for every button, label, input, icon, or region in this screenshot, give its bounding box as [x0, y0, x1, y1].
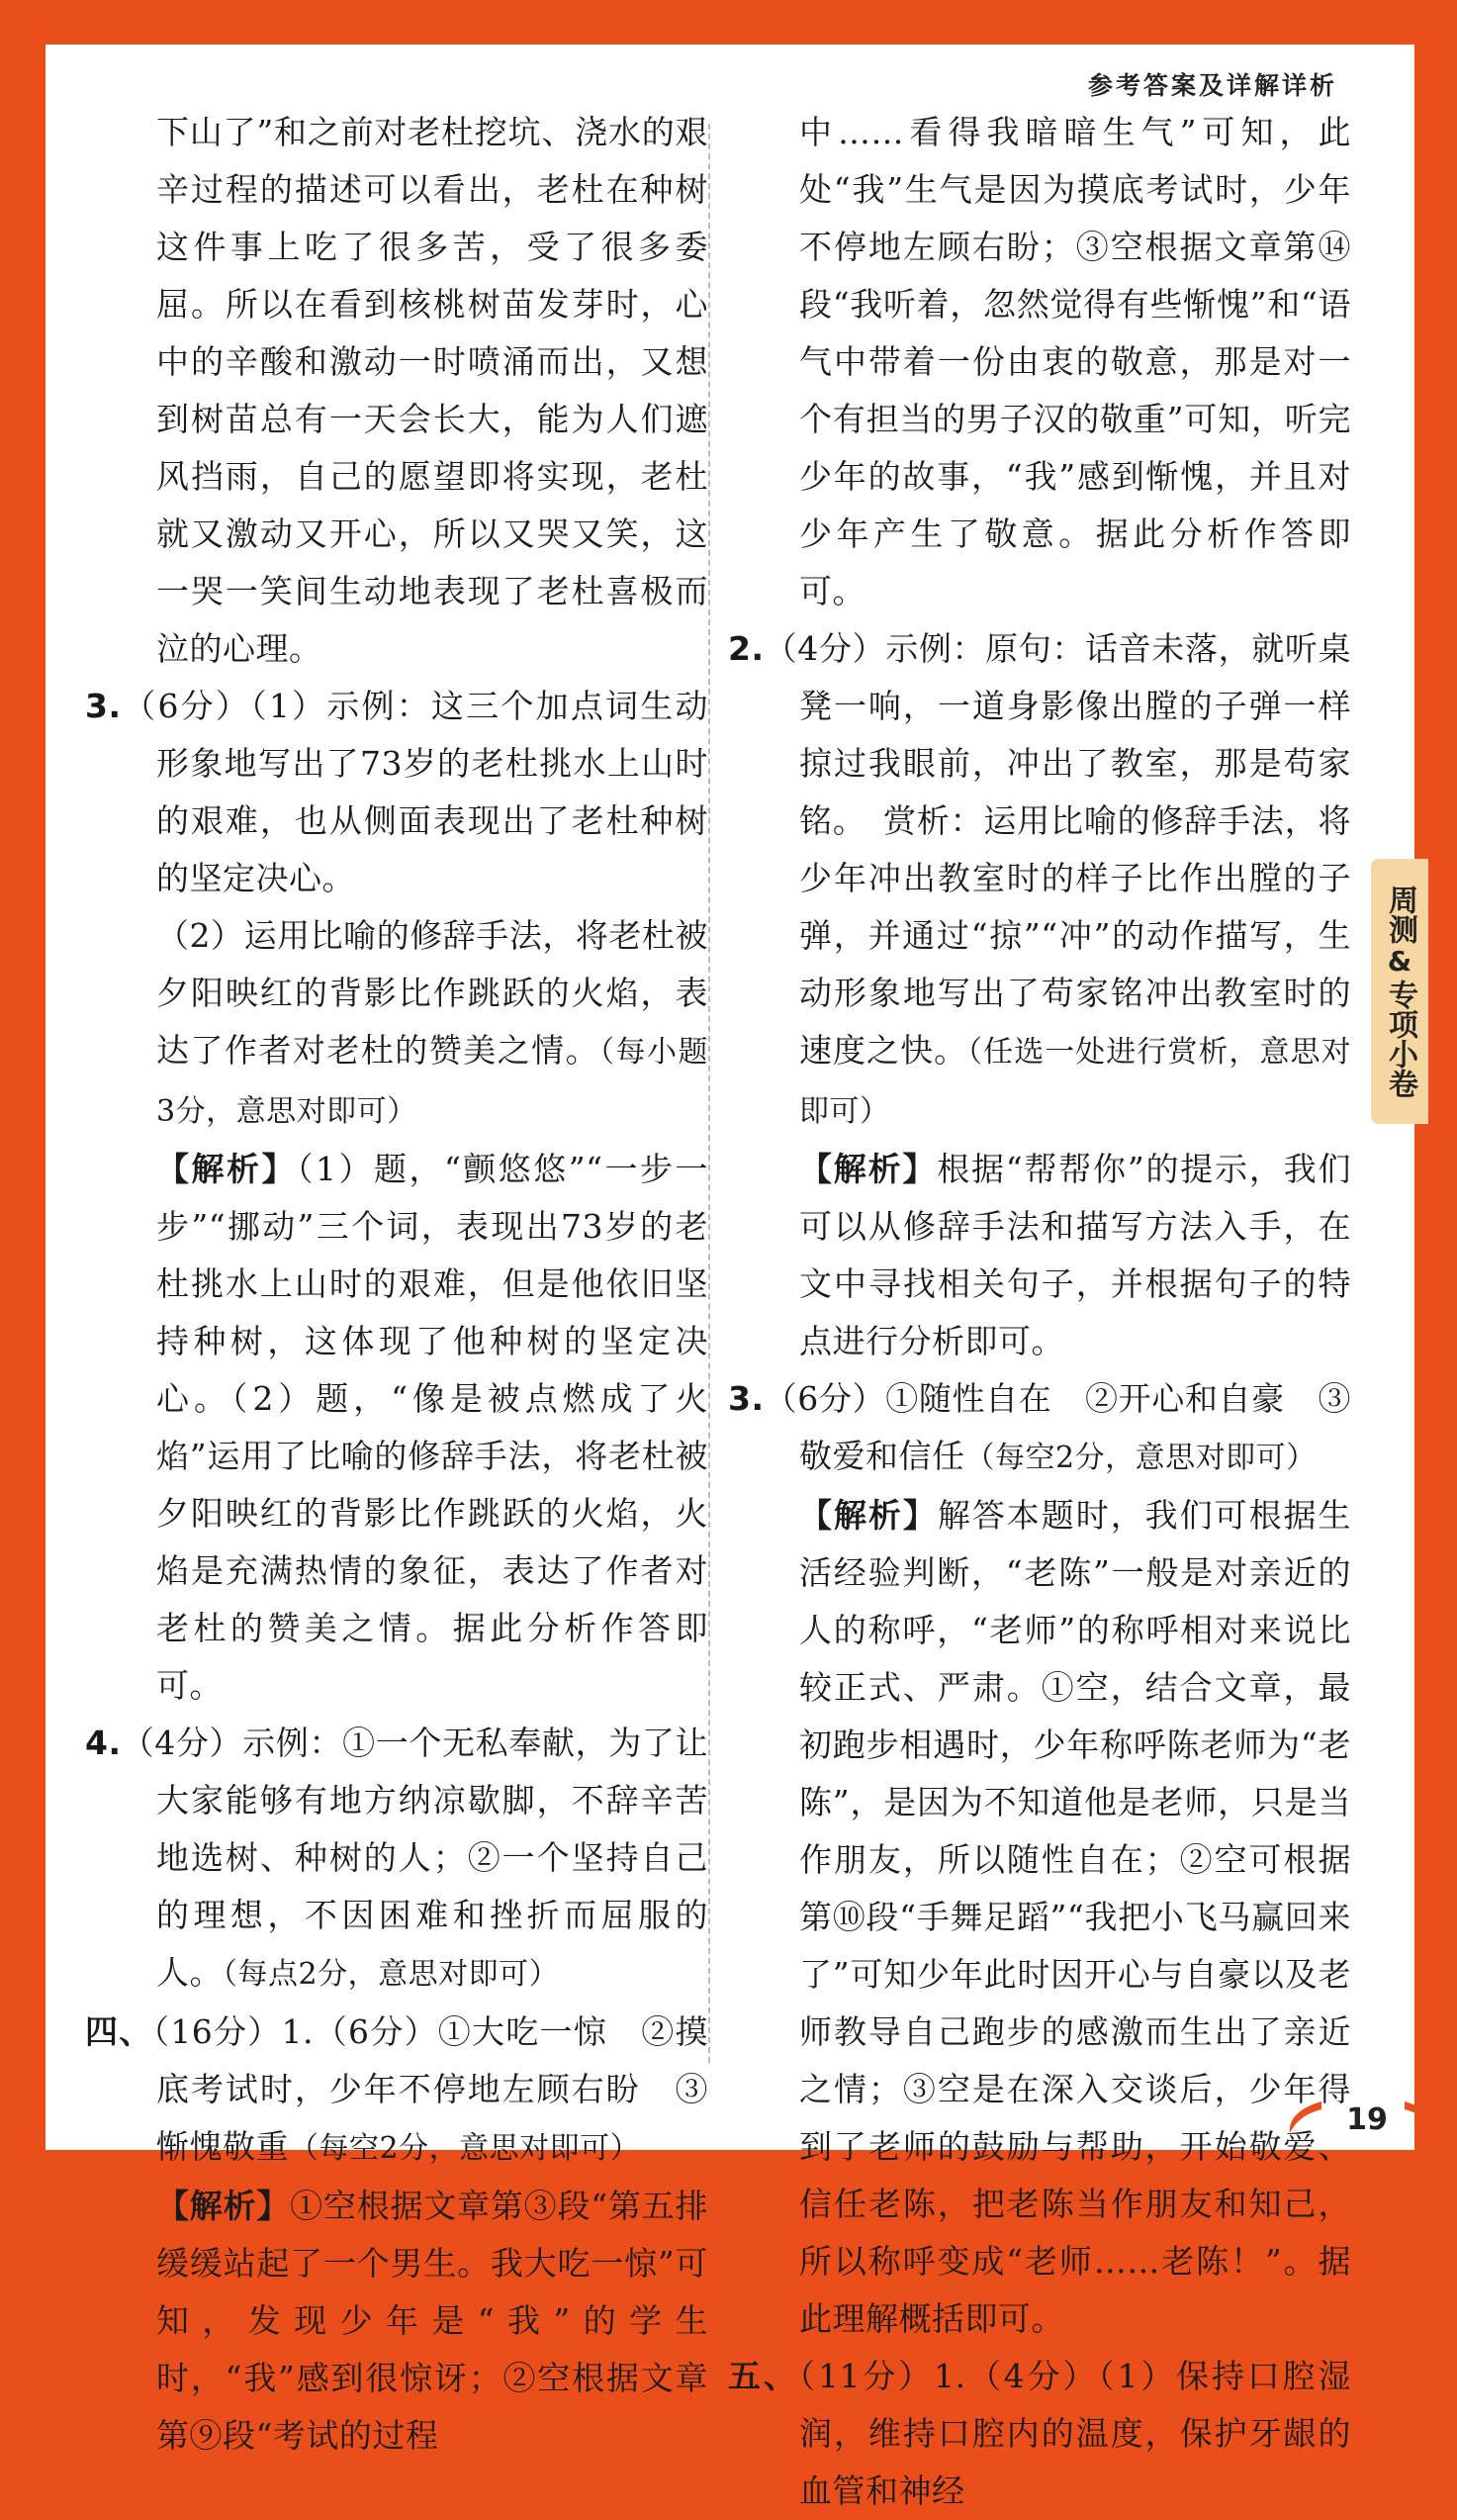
analysis-paragraph: 【解析】解答本题时，我们可根据生活经验判断，“老陈”一般是对亲近的人的称呼，“老师”的称呼相对来说比较正式、严肃。①空，结合文章，最初跑步相遇时，少年称呼陈老师为“老陈”，是因为不知道他是老师，只是当作朋友，所以随性自在；②空可根据第⑩段“手舞足蹈”“我把小飞马赢回来了”可知少年此时因开心与自豪以及老师教导自己跑步的感激而生出了亲近之情；③空是在深入交谈后，少年得到了老师的鼓励与帮助，开始敬爱、信任老陈，把老陈当作朋友和知己，所以称呼变成“老师……老陈！”。据此理解概括即可。: [799, 1496, 1352, 2338]
analysis-paragraph: 【解析】①空根据文章第③段“第五排缓缓站起了一个男生。我大吃一惊”可知，发现少年是“我”的学生时，“我”感到很惊讶；②空根据文章第⑨段“考试的过程: [156, 2187, 708, 2455]
item-number: 3.: [728, 1379, 765, 1418]
analysis-tag: 【解析】: [799, 1496, 938, 1535]
answer-item-3: 3.（6分）（1）示例：这三个加点词生动形象地写出了73岁的老杜挑水上山时的艰难，也从侧面表现出了老杜种树的坚定决心。: [85, 687, 708, 897]
column-divider: [708, 124, 710, 2063]
page-number: 19: [1346, 2101, 1388, 2137]
answer-page: [46, 45, 1414, 2510]
scoring-note: （任选一处进行赏析，意思对即可）: [799, 1035, 1352, 1129]
answer-paragraph: （2）运用比喻的修辞手法，将老杜被夕阳映红的背影比作跳跃的火焰，表达了作者对老杜的赞美之情。（每小题3分，意思对即可）: [156, 916, 708, 1129]
scoring-note: （每空2分，意思对即可）: [289, 2131, 641, 2166]
item-number: 2.: [728, 629, 765, 668]
side-tab-amp: &: [1387, 945, 1412, 978]
item-number: 4.: [85, 1724, 122, 1762]
page-number-box: [1327, 2095, 1407, 2144]
answer-paragraph: 中……看得我暗暗生气”可知，此处“我”生气是因为摸底考试时，少年不停地左顾右盼；③空根据文章第⑭段“我听着，忽然觉得有些惭愧”和“语气中带着一份由衷的敬意，那是对一个有担当的男子汉的敬重”可知，听完少年的故事，“我”感到惭愧，并且对少年产生了敬意。据此分析作答即可。: [799, 113, 1351, 610]
scoring-note: （每小题3分，意思对即可）: [156, 1035, 708, 1129]
answer-item-3: 3.（6分）①随性自在 ②开心和自豪 ③敬爱和信任（每空2分，意思对即可）: [728, 1379, 1351, 1475]
section-number: 四、: [85, 2012, 153, 2051]
side-tab-line2: 专项小卷: [1383, 980, 1417, 1098]
section-four: 四、（16分）1.（6分）①大吃一惊 ②摸底考试时，少年不停地左顾右盼 ③惭愧敬重（每空2分，意思对即可）: [85, 2012, 709, 2166]
analysis-paragraph: 【解析】（1）题，“颤悠悠”“一步一步”“挪动”三个词，表现出73岁的老杜挑水上山时的艰难，但是他依旧坚持种树，这体现了他种树的坚定决心。（2）题，“像是被点燃成了火焰”运用了比喻的修辞手法，将老杜被夕阳映红的背影比作跳跃的火焰，火焰是充满热情的象征，表达了作者对老杜的赞美之情。据此分析作答即可。: [156, 1150, 709, 1705]
section-number: 五、: [728, 2357, 799, 2395]
side-tab-line1: 周测: [1383, 885, 1417, 944]
analysis-tag: 【解析】: [156, 1150, 297, 1188]
analysis-tag: 【解析】: [156, 2187, 291, 2225]
side-tab: [1371, 859, 1428, 1124]
answer-item-4: 4.（4分）示例：①一个无私奉献，为了让大家能够有地方纳凉歇脚，不辞辛苦地选树、种树的人；②一个坚持自己的理想，不因困难和挫折而屈服的人。（每点2分，意思对即可）: [85, 1724, 708, 1992]
scoring-note: （每空2分，意思对即可）: [964, 1441, 1317, 1475]
answer-item-2: 2.（4分）示例：原句：话音未落，就听桌凳一响，一道身影像出膛的子弹一样掠过我眼前，冲出了教室，那是苟家铭。 赏析：运用比喻的修辞手法，将少年冲出教室时的样子比作出膛的子弹，并通过“掠”“冲”的动作描写，生动形象地写出了苟家铭冲出教室时的速度之快。（任选一处进行赏析，意思对即可）: [728, 629, 1352, 1129]
right-column: [728, 104, 1351, 2520]
left-column: [85, 104, 708, 2465]
header-title: 参考答案及详解详析: [1087, 71, 1337, 100]
answer-paragraph: 下山了”和之前对老杜挖坑、浇水的艰辛过程的描述可以看出，老杜在种树这件事上吃了很多苦，受了很多委屈。所以在看到核桃树苗发芽时，心中的辛酸和激动一时喷涌而出，又想到树苗总有一天会长大，能为人们遮风挡雨，自己的愿望即将实现，老杜就又激动又开心，所以又哭又笑，这一哭一笑间生动地表现了老杜喜极而泣的心理。: [156, 113, 708, 668]
left-swoosh-icon: [1282, 2098, 1325, 2137]
analysis-paragraph: 【解析】根据“帮帮你”的提示，我们可以从修辞手法和描写方法入手，在文中寻找相关句子，并根据句子的特点进行分析即可。: [799, 1150, 1351, 1360]
analysis-tag: 【解析】: [799, 1150, 938, 1188]
item-number: 3.: [85, 687, 122, 725]
right-swoosh-icon: [1401, 2098, 1444, 2137]
section-five: 五、（11分）1.（4分）（1）保持口腔湿润，维持口腔内的温度，保护牙龈的血管和神经: [728, 2357, 1352, 2510]
scoring-note: （每点2分，意思对即可）: [223, 1957, 560, 1992]
